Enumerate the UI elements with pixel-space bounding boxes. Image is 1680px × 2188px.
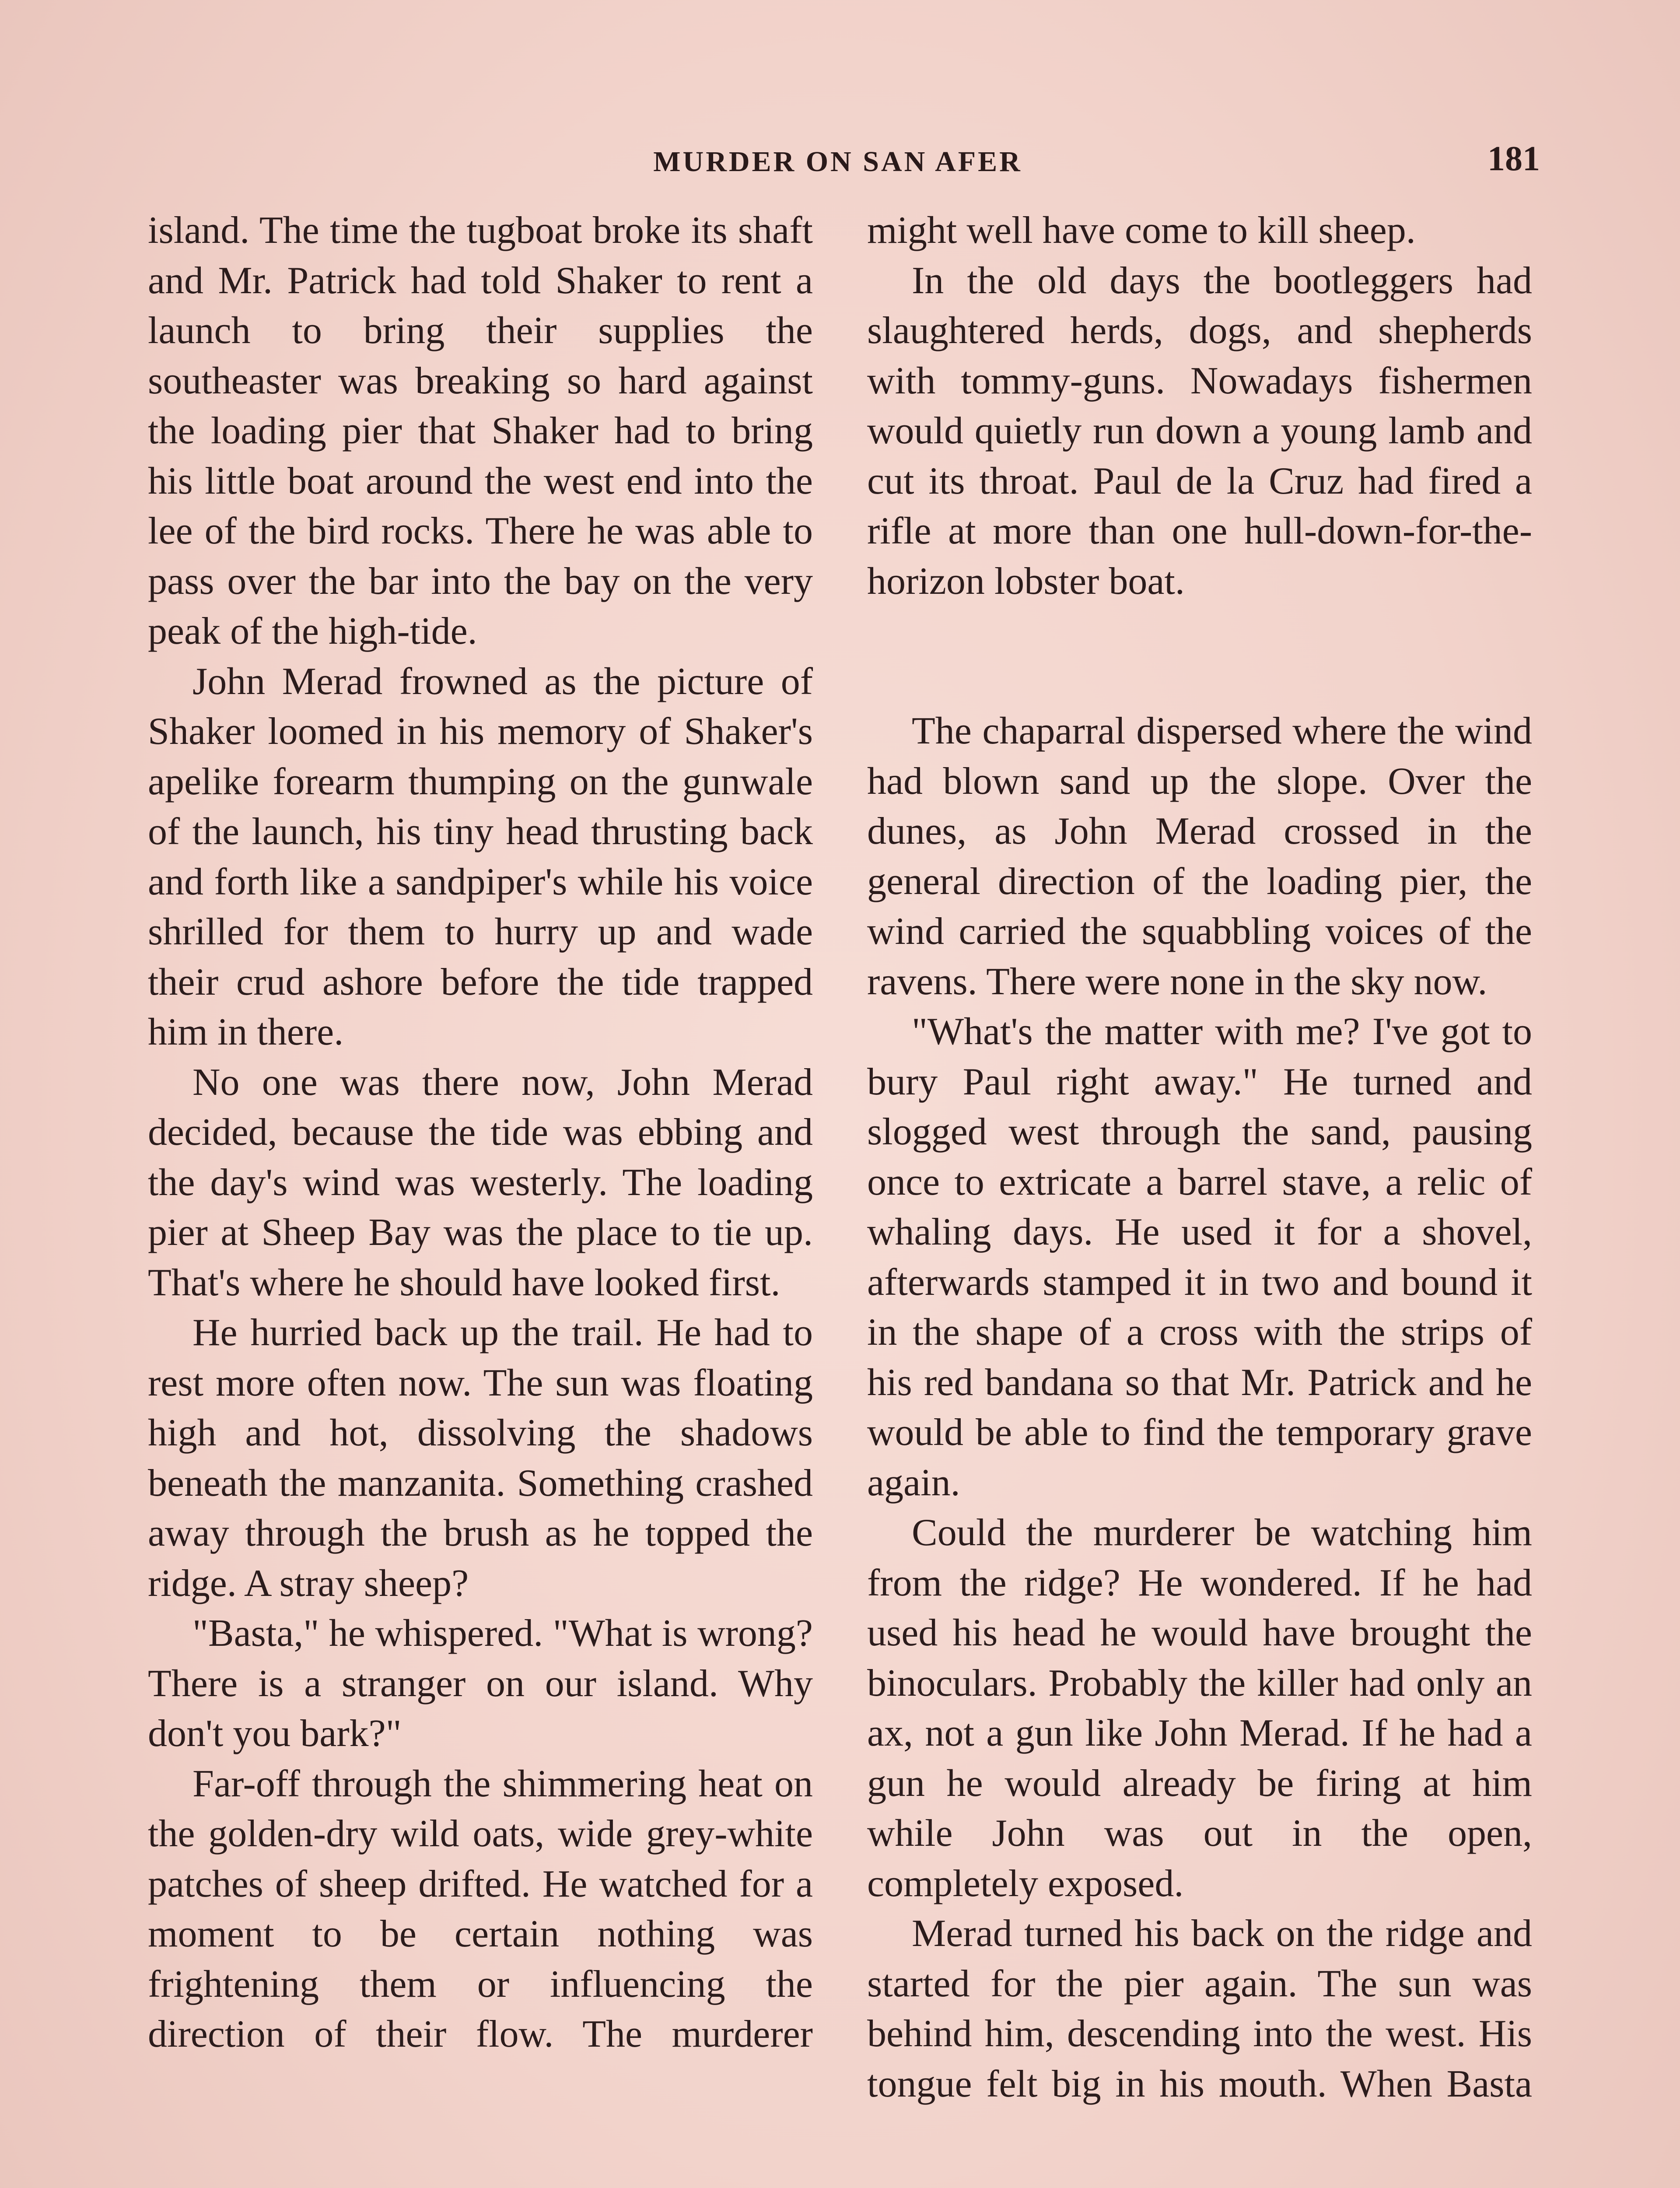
paragraph: Far-off through the shimmering heat on the golden-dry wild oats, wide grey-white patches of sheep drifted. He watched for a moment to be certain nothing was frightening them or influencing the direction of their flow. The murderer <box>148 1762 813 2055</box>
paragraph: "What's the matter with me? I've got to bury Paul right away." He turned and slogged west through the sand, pausing once to extricate a barrel stave, a relic of whaling days. He used it for a shovel, afterwards stamped it in two and bound it in the shape of a cross with the strips of his red bandana so that Mr. Patrick and he would be able to find the temporary grave again. <box>867 1010 1532 1504</box>
running-header <box>0 139 1680 187</box>
paragraph: He hurried back up the trail. He had to rest more often now. The sun was floating high and hot, dissolving the shadows beneath the manzanita. Something crashed away through the brush as he topped the ridge. A stray sheep? <box>148 1311 813 1605</box>
paragraph: might well have come to kill sheep. <box>867 209 1416 252</box>
paragraph: The chaparral dispersed where the wind had blown sand up the slope. Over the dunes, as John Merad crossed in the general direction of the loading pier, the wind carried the squabbling voices of the ravens. There were none in the sky now. <box>867 710 1532 1003</box>
paragraph: island. The time the tugboat broke its shaft and Mr. Patrick had told Shaker to rent a launch to bring their supplies the southeaster was breaking so hard against the loading pier that Shaker had to bring his little boat around the west end into the lee of the bird rocks. There he was able to pass over the bar into the bay on the very peak of the high-tide. <box>148 209 813 652</box>
paragraph: Could the murderer be watching him from the ridge? He wondered. If he had used his head he would have brought the binoculars. Probably the killer had only an ax, not a gun like John Merad. If he had a gun he would already be firing at him while John was out in the open, completely exposed. <box>867 1511 1532 1905</box>
paragraph: Merad turned his back on the ridge and started for the pier again. The sun was behind him, descending into the west. His tongue felt big in his mouth. When Basta <box>867 1912 1532 2105</box>
page-number: 181 <box>1488 140 1540 178</box>
paragraph: John Merad frowned as the picture of Shaker loomed in his memory of Shaker's apelike forearm thumping on the gunwale of the launch, his tiny head thrusting back and forth like a sandpiper's while his voice shrilled for them to hurry up and wade their crud ashore before the tide trapped him in there. <box>148 660 813 1053</box>
right-column <box>867 206 1532 2109</box>
paragraph: No one was there now, John Merad decided, because the tide was ebbing and the day's wind was westerly. The loading pier at Sheep Bay was the place to tie up. That's where he should have looked first. <box>148 1061 813 1304</box>
section-break <box>867 607 1532 656</box>
section-break <box>867 656 1532 706</box>
left-column <box>148 206 813 2060</box>
running-title: MURDER ON SAN AFER <box>653 146 1022 178</box>
paragraph: In the old days the bootleggers had slaughtered herds, dogs, and shepherds with tommy-guns. Nowadays fishermen would quietly run down a young lamb and cut its throat. Paul de la Cruz had fired a rifle at more than one hull-down-for-the-horizon lobster boat. <box>867 259 1532 603</box>
paragraph: "Basta," he whispered. "What is wrong? There is a stranger on our island. Why don't you bark?" <box>148 1612 813 1755</box>
